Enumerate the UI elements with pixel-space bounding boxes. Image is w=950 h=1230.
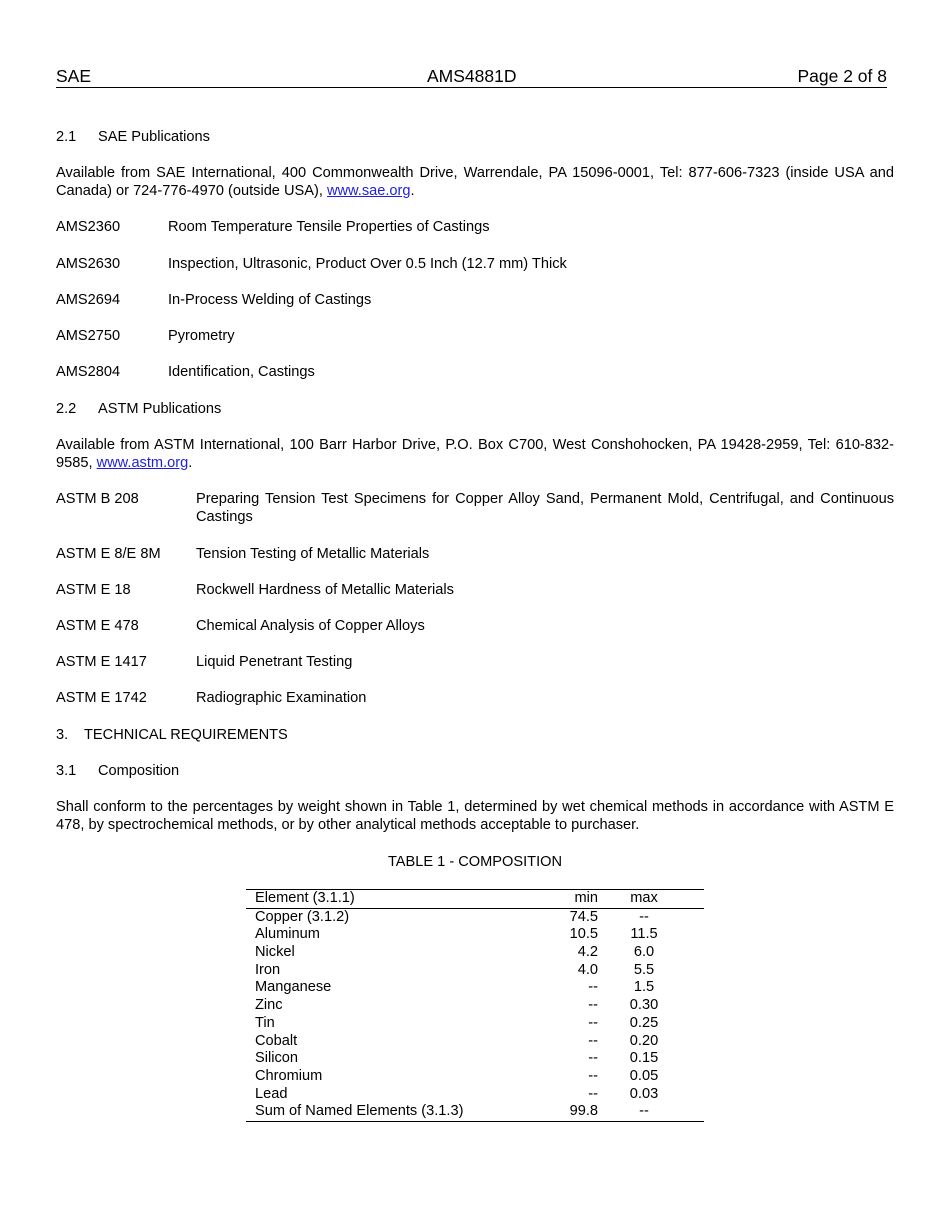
reference-title: Liquid Penetrant Testing [196, 654, 353, 670]
reference-code: ASTM B 208 [56, 491, 139, 507]
header-min: min [574, 890, 598, 906]
reference-code: ASTM E 478 [56, 618, 139, 634]
reference-code: AMS2750 [56, 328, 121, 344]
cell-min: -- [588, 1085, 598, 1102]
cell-min: 99.8 [569, 1103, 598, 1120]
cell-min: -- [588, 1067, 598, 1084]
table-row [246, 997, 704, 1015]
page-header [56, 66, 887, 88]
availability-text: Available from ASTM International, 100 Barr Harbor Drive, P.O. Box C700, West Conshohocken, PA 19428-2959, Tel: 610-832-9585, [56, 437, 894, 471]
reference-title: Chemical Analysis of Copper Alloys [196, 618, 425, 634]
cell-max: 0.25 [629, 1014, 659, 1031]
section-2-2-heading [56, 400, 221, 418]
cell-element: Nickel [255, 944, 295, 961]
cell-max: 0.03 [629, 1085, 659, 1102]
composition-paragraph: Shall conform to the percentages by weight shown in Table 1, determined by wet chemical methods in accordance with ASTM E 478, by spectrochemical methods, or by other analytical methods acceptable to purchaser. [56, 799, 894, 833]
cell-max: 0.05 [629, 1067, 659, 1084]
cell-min: -- [588, 1050, 598, 1067]
cell-min: -- [588, 1014, 598, 1031]
reference-title: Identification, Castings [168, 364, 315, 380]
cell-min: -- [588, 997, 598, 1014]
section-number: 3.1 [56, 763, 77, 779]
header-page-number: Page 2 of 8 [797, 66, 887, 86]
table-row [246, 926, 704, 944]
cell-element: Iron [255, 961, 281, 978]
header-element: Element (3.1.1) [255, 890, 355, 906]
table-row [246, 1103, 704, 1121]
section-3-1-heading [56, 762, 179, 780]
sae-website-link[interactable]: www.sae.org [326, 183, 411, 199]
availability-text: Available from SAE International, 400 Commonwealth Drive, Warrendale, PA 15096-0001, Tel: 877-606-7323 (inside USA and Canada) or 724-776-4970 (outside USA), [56, 165, 894, 199]
cell-min: 74.5 [569, 908, 598, 925]
astm-availability-paragraph: Available from ASTM International, 100 Barr Harbor Drive, P.O. Box C700, West Conshohocken, PA 19428-2959, Tel: 610-832-9585, www.astm.org. [56, 437, 894, 471]
cell-element: Aluminum [255, 926, 320, 943]
cell-element: Zinc [255, 997, 283, 1014]
cell-element: Tin [255, 1014, 275, 1031]
reference-code: AMS2630 [56, 256, 121, 272]
cell-max: 6.0 [633, 944, 655, 961]
composition-table [246, 889, 704, 1122]
cell-element: Copper (3.1.2) [255, 908, 350, 925]
cell-element: Manganese [255, 979, 332, 996]
reference-code: AMS2694 [56, 292, 121, 308]
table-row [246, 1068, 704, 1086]
cell-max: 11.5 [630, 926, 658, 943]
cell-element: Cobalt [255, 1032, 298, 1049]
table-row [246, 979, 704, 997]
reference-title: Room Temperature Tensile Properties of Castings [168, 219, 490, 235]
header-max: max [630, 890, 658, 906]
table-header-row [246, 890, 704, 909]
cell-element: Lead [255, 1085, 288, 1102]
sae-availability-paragraph: Available from SAE International, 400 Commonwealth Drive, Warrendale, PA 15096-0001, Tel: 877-606-7323 (inside USA and Canada) or 724-776-4970 (outside USA), www.sae.org. [56, 165, 894, 199]
reference-title: Pyrometry [168, 328, 235, 344]
section-number: 2.2 [56, 401, 77, 417]
section-3-heading [56, 726, 288, 744]
table-row [246, 1086, 704, 1104]
reference-code: AMS2804 [56, 364, 121, 380]
section-title: TECHNICAL REQUIREMENTS [84, 727, 288, 743]
cell-min: 4.2 [577, 944, 598, 961]
reference-title: In-Process Welding of Castings [168, 292, 372, 308]
cell-min: -- [588, 979, 598, 996]
cell-element: Sum of Named Elements (3.1.3) [255, 1103, 464, 1120]
header-doc-id: AMS4881D [427, 66, 517, 86]
reference-title: Tension Testing of Metallic Materials [196, 546, 430, 562]
cell-max: -- [639, 908, 649, 925]
cell-max: 0.20 [629, 1032, 659, 1049]
cell-element: Silicon [255, 1050, 298, 1067]
cell-min: 4.0 [577, 961, 598, 978]
table-row [246, 1015, 704, 1033]
cell-element: Chromium [255, 1067, 323, 1084]
reference-title: Preparing Tension Test Specimens for Copper Alloy Sand, Permanent Mold, Centrifugal, and Continuous Castings [196, 491, 894, 525]
table-row [246, 944, 704, 962]
reference-title: Rockwell Hardness of Metallic Materials [196, 582, 454, 598]
reference-title: Inspection, Ultrasonic, Product Over 0.5 Inch (12.7 mm) Thick [168, 256, 567, 272]
table-row [246, 909, 704, 927]
cell-max: 1.5 [633, 979, 655, 996]
cell-min: 10.5 [569, 926, 598, 943]
section-number: 2.1 [56, 129, 77, 145]
table-row [246, 1033, 704, 1051]
reference-code: ASTM E 1742 [56, 690, 147, 706]
reference-code: ASTM E 18 [56, 582, 131, 598]
section-2-1-heading [56, 128, 210, 146]
cell-min: -- [588, 1032, 598, 1049]
cell-max: 0.30 [629, 997, 659, 1014]
table-caption: TABLE 1 - COMPOSITION [387, 854, 563, 870]
cell-max: 5.5 [633, 961, 655, 978]
section-title: Composition [98, 763, 180, 779]
table-row [246, 962, 704, 980]
cell-max: -- [639, 1103, 649, 1120]
reference-code: AMS2360 [56, 219, 121, 235]
reference-code: ASTM E 1417 [56, 654, 147, 670]
header-org: SAE [56, 66, 92, 86]
section-title: ASTM Publications [98, 401, 222, 417]
section-title: SAE Publications [98, 129, 210, 145]
astm-website-link[interactable]: www.astm.org [96, 455, 189, 471]
reference-code: ASTM E 8/E 8M [56, 546, 161, 562]
reference-title: Radiographic Examination [196, 690, 367, 706]
section-number: 3. [56, 727, 69, 743]
table-row [246, 1050, 704, 1068]
cell-max: 0.15 [629, 1050, 659, 1067]
